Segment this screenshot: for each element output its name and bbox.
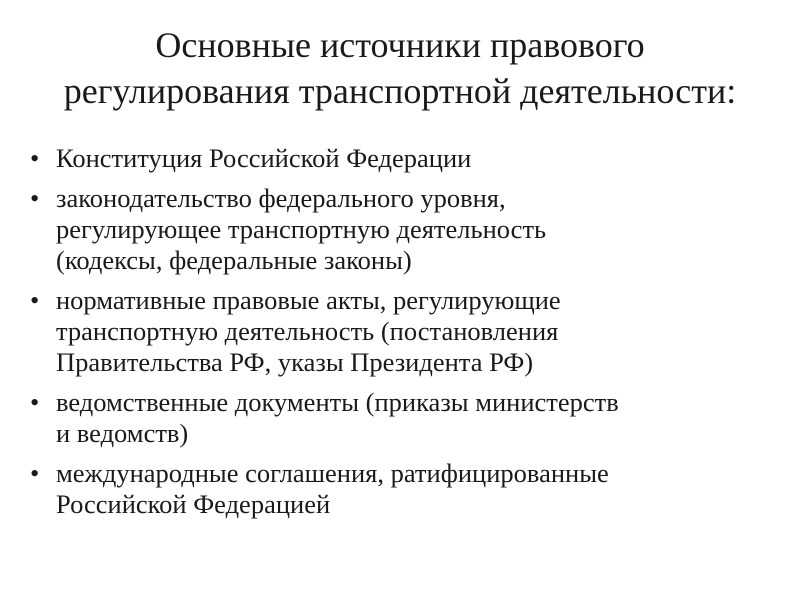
bullet-text-line: законодательство федерального уровня, (56, 183, 506, 213)
bullet-item-federal-legislation (30, 183, 780, 276)
bullet-text-line: (кодексы, федеральные законы) (56, 245, 412, 275)
bullet-text-line: транспортную деятельность (постановления (56, 316, 559, 346)
bullet-item-departmental-documents (30, 387, 780, 449)
bullet-item-constitution (30, 143, 780, 174)
bullet-item-international-agreements (30, 458, 780, 520)
bullet-icon: • (30, 143, 40, 173)
bullet-text-line: и ведомств) (56, 418, 189, 448)
bullet-text-line: нормативные правовые акты, регулирующие (56, 285, 561, 315)
bullet-icon: • (30, 458, 40, 488)
slide-title-line: регулирования транспортной деятельности: (63, 71, 737, 111)
slide-title (20, 22, 780, 114)
bullet-text-line: международные соглашения, ратифицированные (56, 458, 609, 488)
bullet-text-line: регулирующее транспортную деятельность (56, 214, 547, 244)
bullet-text-line: ведомственные документы (приказы министерств (56, 387, 619, 417)
bullet-icon: • (30, 285, 40, 315)
bullet-icon: • (30, 387, 40, 417)
bullet-text-line: Конституция Российской Федерации (56, 143, 472, 173)
bullet-text-line: Российской Федерацией (56, 489, 331, 519)
bullet-item-normative-acts (30, 285, 780, 378)
slide-title-line: Основные источники правового (155, 25, 645, 65)
bullet-icon: • (30, 183, 40, 213)
bullet-list (30, 143, 780, 529)
bullet-text-line: Правительства РФ, указы Президента РФ) (56, 347, 534, 377)
